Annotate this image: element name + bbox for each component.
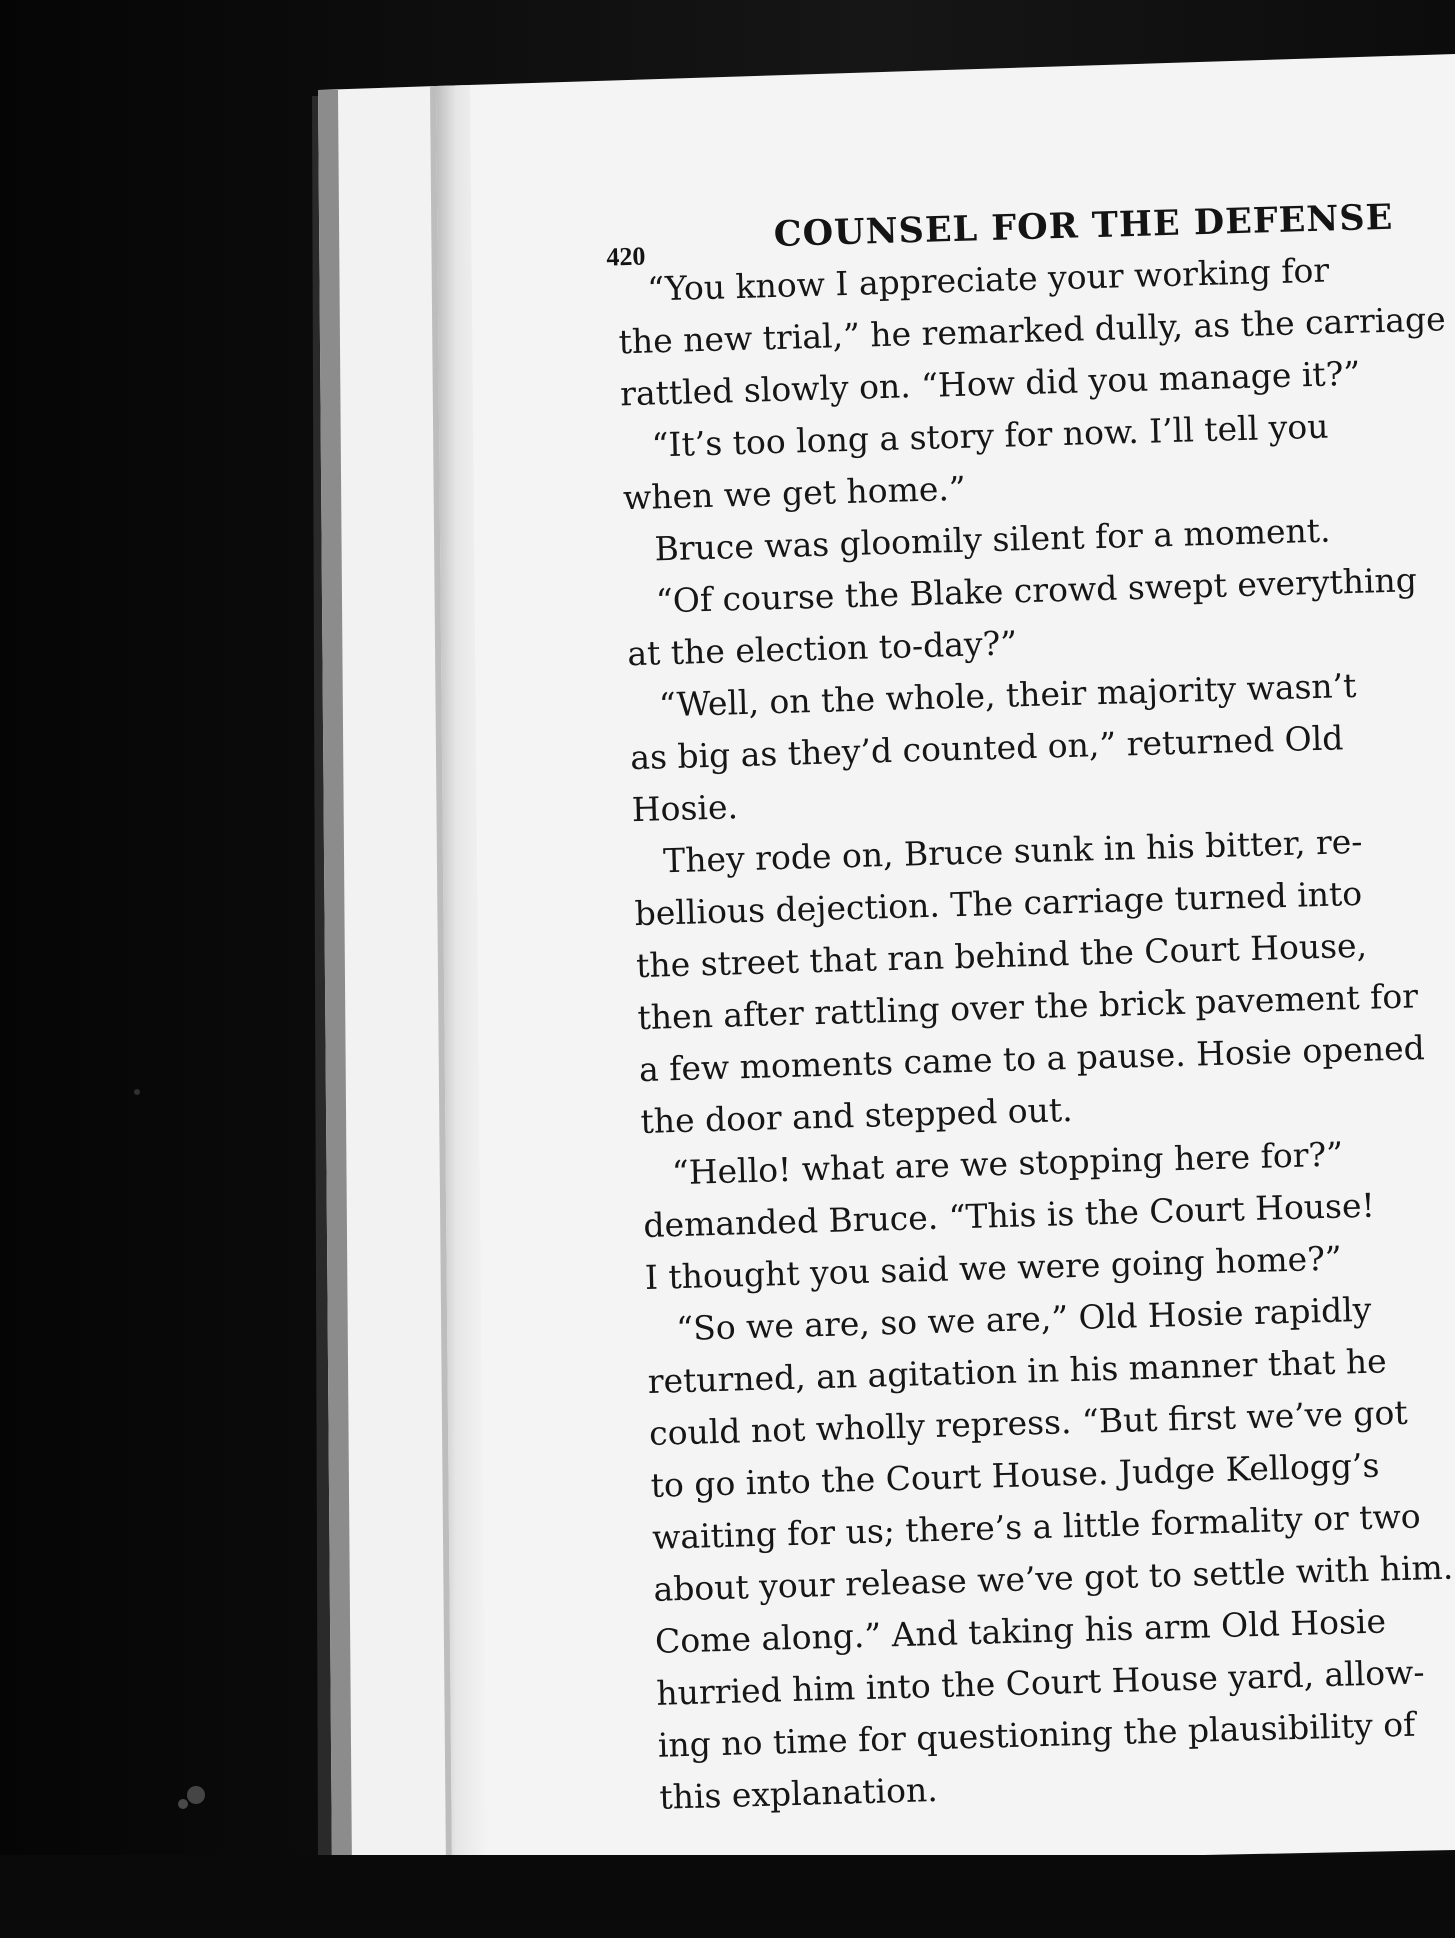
text-line: ing no time for questioning the plausibility of <box>657 1704 1416 1765</box>
text-line: “You know I appreciate your working for <box>646 250 1330 309</box>
running-title: COUNSEL FOR THE DEFENSE <box>773 196 1394 255</box>
text-line: rattled slowly on. “How did you manage it?” <box>619 353 1361 414</box>
text-line: about your release we’ve got to settle with him. <box>653 1547 1454 1609</box>
text-line: a few moments came to a pause. Hosie opened <box>638 1028 1426 1090</box>
text-line: then after rattling over the brick pavement for <box>637 976 1419 1038</box>
text-line: “Well, on the whole, their majority wasn’t <box>658 665 1357 725</box>
text-line: this explanation. <box>658 1770 939 1817</box>
text-line: demanded Bruce. “This is the Court House! <box>642 1185 1376 1246</box>
text-line: returned, an agitation in his manner that he <box>647 1341 1388 1401</box>
text-line: could not wholly repress. “But first we’ve got <box>648 1392 1409 1453</box>
text-line: “Of course the Blake crowd swept everything <box>655 560 1418 621</box>
text-line: I thought you said we were going home?” <box>644 1238 1343 1297</box>
text-line: the door and stepped out. <box>639 1089 1074 1142</box>
text-line: They rode on, Bruce sunk in his bitter, re- <box>662 821 1363 881</box>
text-line: the new trial,” he remarked dully, as the carriage <box>618 299 1447 362</box>
text-line: to go into the Court House. Judge Kellogg’s <box>650 1445 1380 1505</box>
text-line: Hosie. <box>631 787 739 830</box>
text-line: “It’s too long a story for now. I’ll tell you <box>651 406 1329 465</box>
text-line: bellious dejection. The carriage turned into <box>634 873 1363 934</box>
text-line: Bruce was gloomily silent for a moment. <box>653 510 1331 569</box>
text-line: “So we are, so we are,” Old Hosie rapidly <box>675 1289 1372 1349</box>
text-line: as big as they’d counted on,” returned Old <box>629 718 1344 778</box>
text-line: hurried him into the Court House yard, allow- <box>655 1652 1426 1713</box>
page-number: 420 <box>605 241 646 272</box>
text-line: the street that ran behind the Court House, <box>635 925 1368 986</box>
text-line: Come along.” And taking his arm Old Hosie <box>654 1601 1387 1661</box>
text-line: when we get home.” <box>622 468 967 518</box>
text-line: “Hello! what are we stopping here for?” <box>671 1134 1344 1193</box>
text-line: waiting for us; there’s a little formality or two <box>651 1496 1422 1557</box>
text-line: at the election to-day?” <box>626 623 1018 674</box>
